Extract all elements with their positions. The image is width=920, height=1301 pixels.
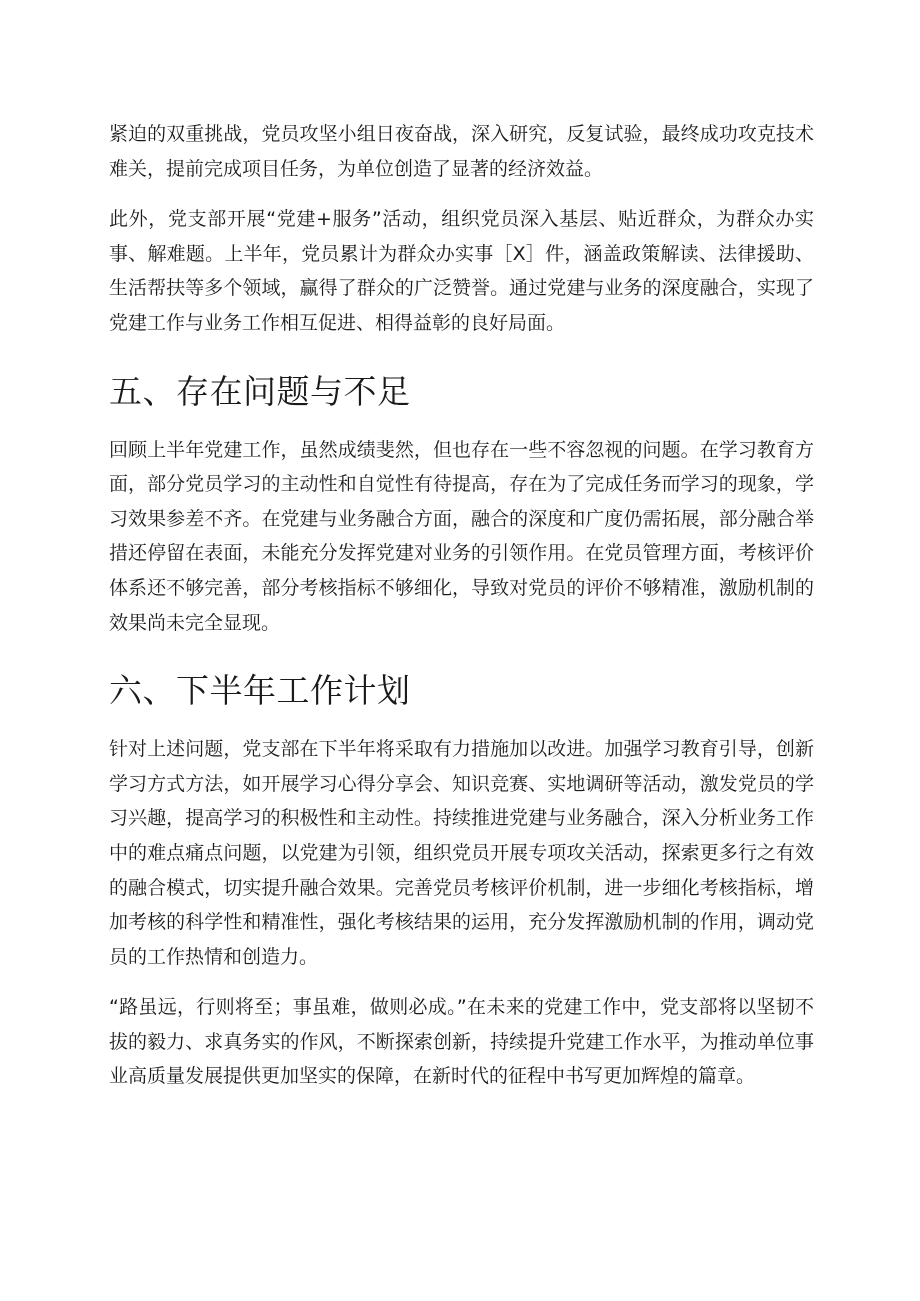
section-heading-problems: 五、存在问题与不足: [109, 371, 411, 411]
section-heading-plan: 六、下半年工作计划: [109, 671, 411, 711]
paragraph-problems: 回顾上半年党建工作，虽然成绩斐然，但也存在一些不容忽视的问题。在学习教育方面，部分党员学习的主动性和自觉性有待提高，存在为了完成任务而学习的现象，学习效果参差不齐。在党建与业务融合方面，融合的深度和广度仍需拓展，部分融合举措还停留在表面，未能充分发挥党建对业务的引领作用。在党员管理方面，考核评价体系还不够完善，部分考核指标不够细化，导致对党员的评价不够精准，激励机制的效果尚未完全显现。: [109, 438, 814, 634]
paragraph-continuation: 紧迫的双重挑战，党员攻坚小组日夜奋战，深入研究，反复试验，最终成功攻克技术难关，提前完成项目任务，为单位创造了显著的经济效益。: [109, 123, 814, 180]
document-page: [109, 117, 814, 1094]
paragraph-closing: “路虽远，行则将至；事虽难，做则必成。”在未来的党建工作中，党支部将以坚韧不拔的毅力、求真务实的作风，不断探索创新，持续提升党建工作水平，为推动单位事业高质量发展提供更加坚实的保障，在新时代的征程中书写更加辉煌的篇章。: [109, 996, 814, 1088]
paragraph-plan: 针对上述问题，党支部在下半年将采取有力措施加以改进。加强学习教育引导，创新学习方式方法，如开展学习心得分享会、知识竞赛、实地调研等活动，激发党员的学习兴趣，提高学习的积极性和主动性。持续推进党建与业务融合，深入分析业务工作中的难点痛点问题，以党建为引领，组织党员开展专项攻关活动，探索更多行之有效的融合模式，切实提升融合效果。完善党员考核评价机制，进一步细化考核指标，增加考核的科学性和精准性，强化考核结果的运用，充分发挥激励机制的作用，调动党员的工作热情和创造力。: [109, 738, 814, 968]
paragraph-party-service: 此外，党支部开展“党建+服务”活动，组织党员深入基层、贴近群众，为群众办实事、解难题。上半年，党员累计为群众办实事［X］件，涵盖政策解读、法律援助、生活帮扶等多个领域，赢得了群众的广泛赞誉。通过党建与业务的深度融合，实现了党建工作与业务工作相互促进、相得益彰的良好局面。: [109, 208, 814, 334]
